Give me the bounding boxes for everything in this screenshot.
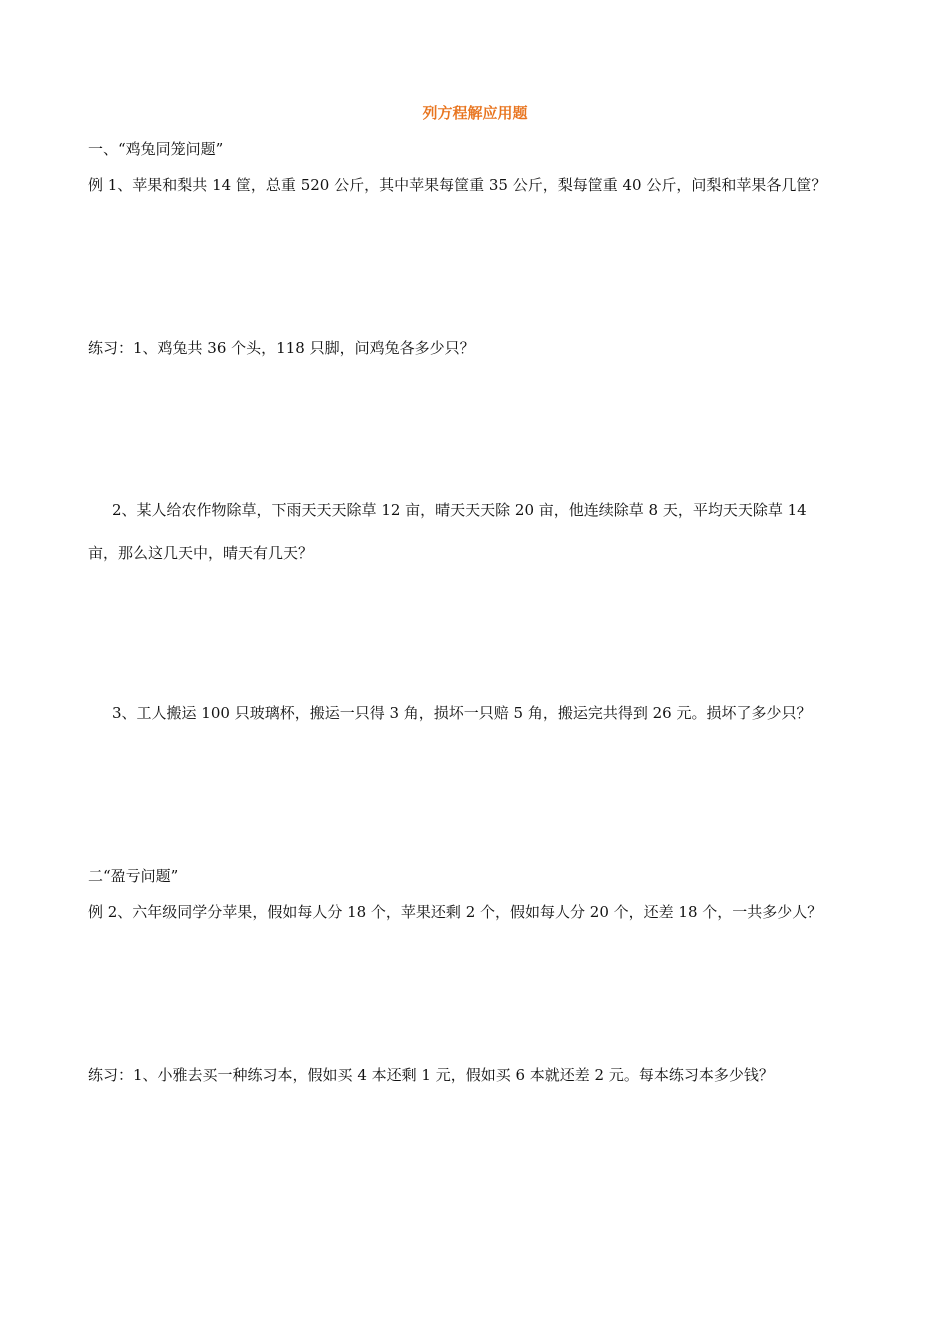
example-2-text: 例 2、六年级同学分苹果，假如每人分 18 个，苹果还剩 2 个，假如每人分 20 个，还差 18 个，一共多少人？ [88,903,823,921]
section-heading-chicken-rabbit: 一、“鸡兔同笼问题” [88,140,224,158]
section-heading-surplus-deficit: 二“盈亏问题” [88,867,179,885]
page-title: 列方程解应用题 [422,104,528,122]
exercise-3-text: 3、工人搬运 100 只玻璃杯，搬运一只得 3 角，损坏一只赔 5 角，搬运完共得到 26 元。损坏了多少只？ [112,704,812,722]
exercise-2-text-line-1: 2、某人给农作物除草，下雨天天天除草 12 亩，晴天天天除 20 亩，他连续除草 8 天，平均天天除草 14 [112,501,807,519]
exercise-4-text: 练习：1、小雅去买一种练习本，假如买 4 本还剩 1 元，假如买 6 本就还差 2 元。每本练习本多少钱？ [88,1066,774,1084]
exercise-1-text: 练习：1、鸡兔共 36 个头，118 只脚，问鸡兔各多少只？ [88,339,475,357]
exercise-2-text-line-2: 亩，那么这几天中，晴天有几天？ [88,544,314,562]
example-1-text: 例 1、苹果和梨共 14 筐，总重 520 公斤，其中苹果每筐重 35 公斤，梨每筐重 40 公斤，问梨和苹果各几筐？ [88,176,827,194]
